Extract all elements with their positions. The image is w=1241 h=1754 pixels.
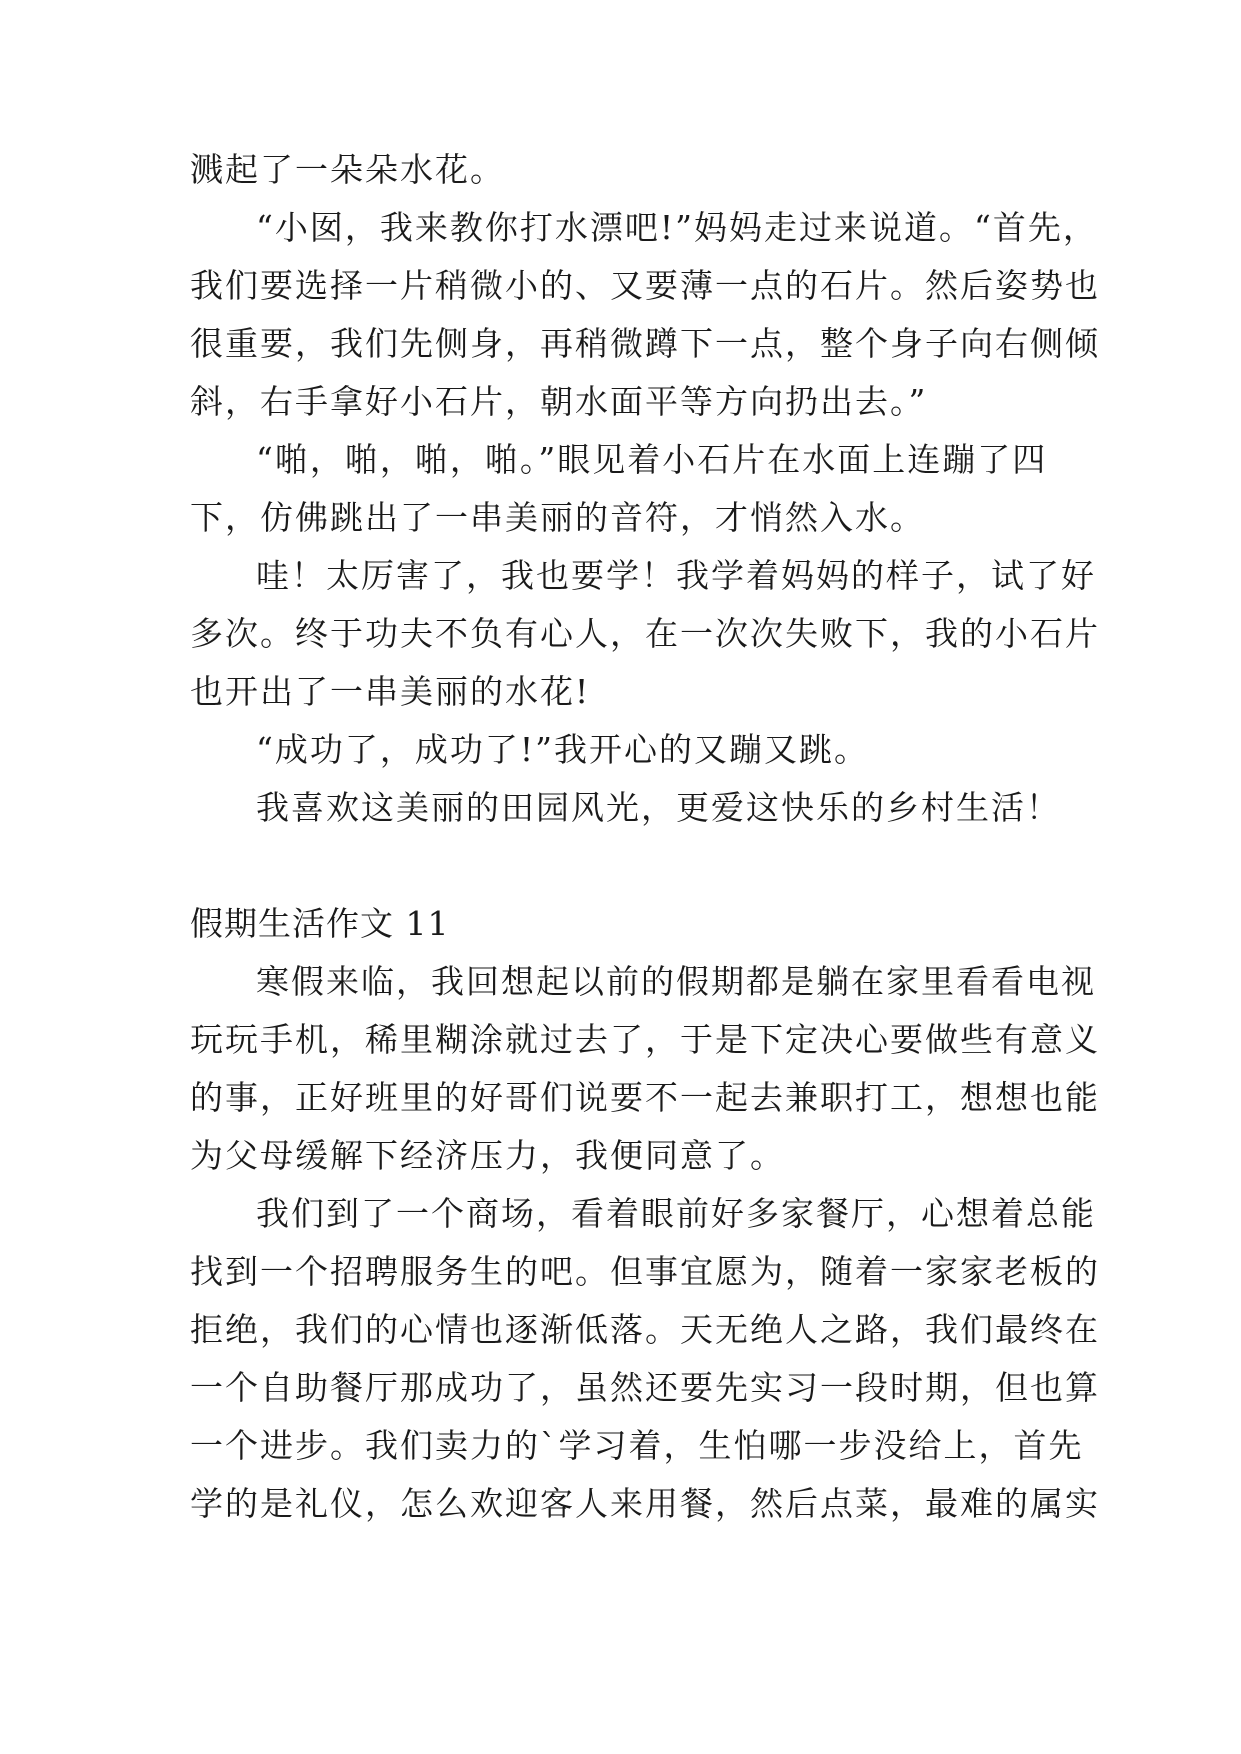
text-line: 下，仿佛跳出了一串美丽的音符，才悄然入水。 (190, 498, 925, 537)
paragraph-start: 哇！太厉害了，我也要学！我学着妈妈的样子，试了好 (256, 556, 1096, 595)
text-line: 学的是礼仪，怎么欢迎客人来用餐，然后点菜，最难的属实 (190, 1484, 1100, 1523)
paragraph-start: 我喜欢这美丽的田园风光，更爱这快乐的乡村生活！ (256, 788, 1061, 827)
text-line: 也开出了一串美丽的水花! (190, 672, 591, 711)
text-line: 拒绝，我们的心情也逐渐低落。天无绝人之路，我们最终在 (190, 1310, 1100, 1349)
text-line: 找到一个招聘服务生的吧。但事宜愿为，随着一家家老板的 (190, 1252, 1100, 1291)
paragraph-start: 寒假来临，我回想起以前的假期都是躺在家里看看电视 (256, 962, 1096, 1001)
paragraph-start: 我们到了一个商场，看着眼前好多家餐厅，心想着总能 (256, 1194, 1096, 1233)
text-line: 溅起了一朵朵水花。 (190, 150, 505, 189)
text-line: 一个自助餐厅那成功了，虽然还要先实习一段时期，但也算 (190, 1368, 1100, 1407)
document-page (190, 0, 1100, 1754)
section-title: 假期生活作文 11 (190, 904, 450, 943)
paragraph-start: “啪，啪，啪，啪。”眼见着小石片在水面上连蹦了四 (256, 440, 1048, 479)
text-line: 一个进步。我们卖力的`学习着，生怕哪一步没给上，首先 (190, 1426, 1084, 1465)
paragraph-start: “成功了，成功了!”我开心的又蹦又跳。 (256, 730, 870, 769)
paragraph-start: “小囡，我来教你打水漂吧!”妈妈走过来说道。“首先， (256, 208, 1098, 247)
text-line: 很重要，我们先侧身，再稍微蹲下一点，整个身子向右侧倾 (190, 324, 1100, 363)
text-line: 我们要选择一片稍微小的、又要薄一点的石片。然后姿势也 (190, 266, 1100, 305)
text-line: 玩玩手机，稀里糊涂就过去了，于是下定决心要做些有意义 (190, 1020, 1100, 1059)
text-line: 的事，正好班里的好哥们说要不一起去兼职打工，想想也能 (190, 1078, 1100, 1117)
text-line: 为父母缓解下经济压力，我便同意了。 (190, 1136, 785, 1175)
text-line: 多次。终于功夫不负有心人，在一次次失败下，我的小石片 (190, 614, 1100, 653)
text-line: 斜，右手拿好小石片，朝水面平等方向扔出去。” (190, 382, 928, 421)
